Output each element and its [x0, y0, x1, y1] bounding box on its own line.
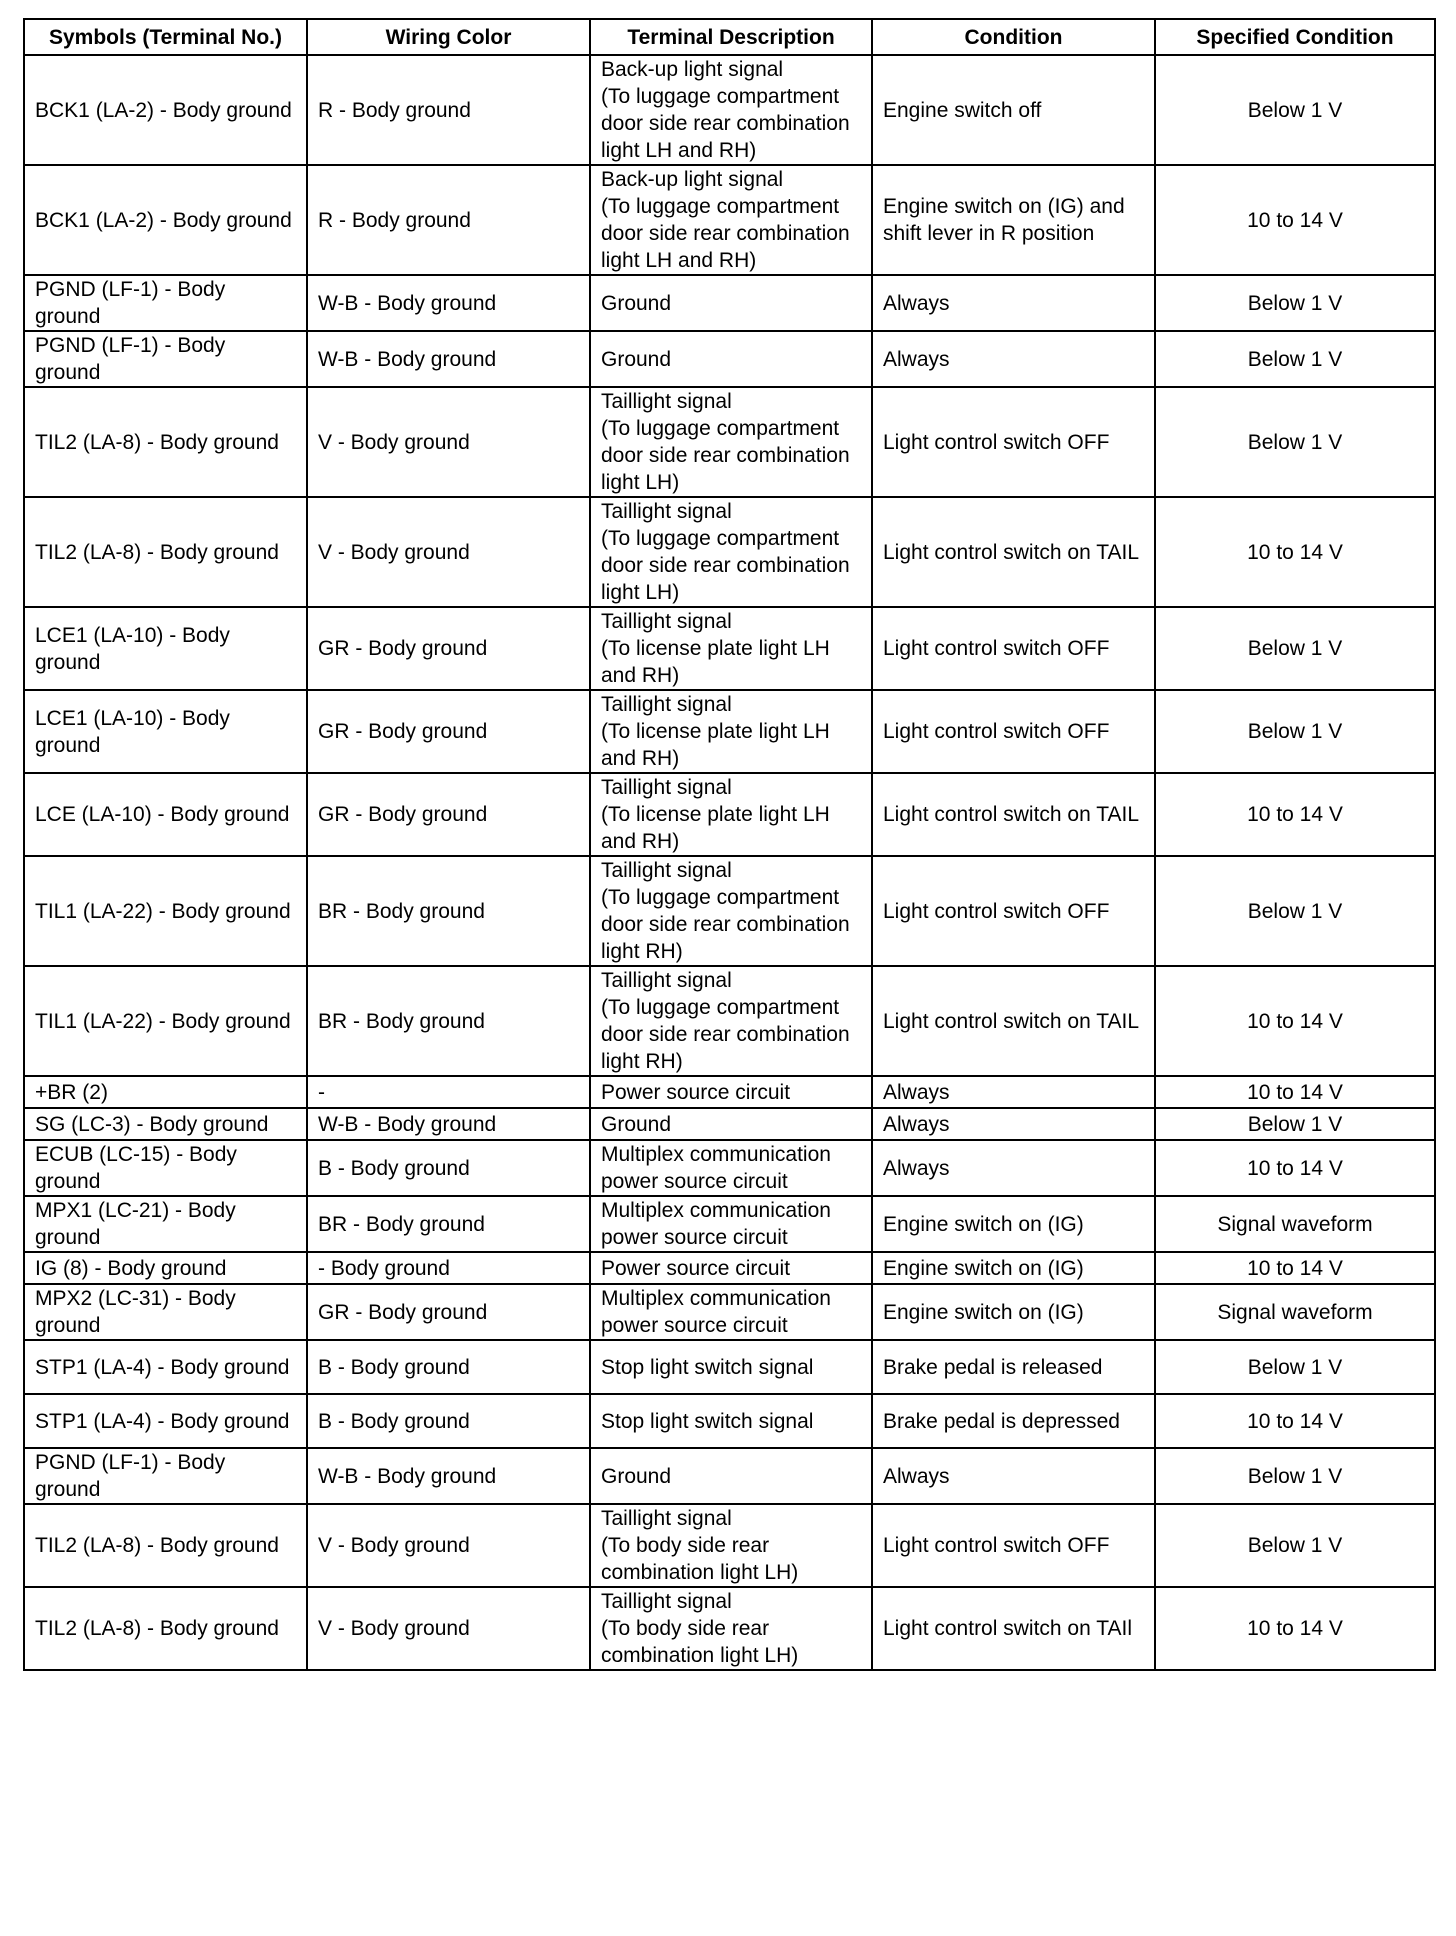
description-title: Power source circuit — [601, 1080, 791, 1104]
cell-condition: Light control switch OFF — [872, 690, 1155, 773]
table-row — [24, 55, 1435, 165]
table-row — [24, 1448, 1435, 1504]
description-detail: (To luggage compartment door side rear combination light RH) — [601, 886, 850, 963]
table-row — [24, 1284, 1435, 1340]
cell-specified-condition: Below 1 V — [1155, 607, 1435, 690]
cell-terminal-description — [590, 1140, 872, 1196]
description-title: Stop light switch signal — [601, 1355, 814, 1379]
description-detail: (To luggage compartment door side rear combination light RH) — [601, 996, 850, 1073]
description-title: Power source circuit — [601, 1256, 791, 1280]
description-title: Multiplex communication power source circuit — [601, 1287, 831, 1337]
cell-condition: Always — [872, 275, 1155, 331]
cell-symbol: BCK1 (LA-2) - Body ground — [24, 55, 307, 165]
table-row — [24, 1587, 1435, 1670]
cell-symbol: LCE (LA-10) - Body ground — [24, 773, 307, 856]
cell-specified-condition: Below 1 V — [1155, 690, 1435, 773]
cell-condition: Always — [872, 1448, 1155, 1504]
description-title: Multiplex communication power source circuit — [601, 1199, 831, 1249]
description-title: Taillight signal — [601, 693, 732, 716]
cell-wiring-color: B - Body ground — [307, 1394, 590, 1448]
description-title: Ground — [601, 1464, 672, 1488]
cell-condition: Engine switch on (IG) and shift lever in R position — [872, 165, 1155, 275]
table-row — [24, 1340, 1435, 1394]
cell-symbol: PGND (LF-1) - Body ground — [24, 275, 307, 331]
cell-specified-condition: Below 1 V — [1155, 55, 1435, 165]
description-title: Ground — [601, 291, 672, 315]
description-title: Taillight signal — [601, 1507, 732, 1530]
table-row — [24, 966, 1435, 1076]
cell-wiring-color: B - Body ground — [307, 1340, 590, 1394]
description-detail: (To luggage compartment door side rear combination light LH and RH) — [601, 195, 850, 272]
description-detail: (To license plate light LH and RH) — [601, 803, 830, 853]
description-title: Ground — [601, 347, 672, 371]
cell-terminal-description — [590, 1340, 872, 1394]
cell-terminal-description — [590, 387, 872, 497]
cell-symbol: TIL2 (LA-8) - Body ground — [24, 387, 307, 497]
cell-condition: Light control switch on TAIL — [872, 773, 1155, 856]
table-row — [24, 1196, 1435, 1252]
cell-terminal-description — [590, 1196, 872, 1252]
cell-terminal-description — [590, 165, 872, 275]
cell-condition: Light control switch OFF — [872, 607, 1155, 690]
cell-condition: Engine switch on (IG) — [872, 1196, 1155, 1252]
cell-specified-condition: 10 to 14 V — [1155, 1140, 1435, 1196]
cell-specified-condition: Signal waveform — [1155, 1284, 1435, 1340]
cell-specified-condition: 10 to 14 V — [1155, 773, 1435, 856]
cell-wiring-color: V - Body ground — [307, 1504, 590, 1587]
cell-wiring-color: R - Body ground — [307, 55, 590, 165]
description-detail: (To luggage compartment door side rear combination light LH and RH) — [601, 85, 850, 162]
description-title: Taillight signal — [601, 776, 732, 799]
cell-terminal-description — [590, 55, 872, 165]
cell-condition: Light control switch OFF — [872, 1504, 1155, 1587]
table-row — [24, 1394, 1435, 1448]
cell-wiring-color: GR - Body ground — [307, 690, 590, 773]
cell-specified-condition: 10 to 14 V — [1155, 1394, 1435, 1448]
cell-terminal-description — [590, 607, 872, 690]
table-row — [24, 690, 1435, 773]
cell-symbol: LCE1 (LA-10) - Body ground — [24, 690, 307, 773]
description-title: Taillight signal — [601, 1590, 732, 1613]
cell-condition: Light control switch on TAIL — [872, 966, 1155, 1076]
cell-specified-condition: 10 to 14 V — [1155, 966, 1435, 1076]
cell-wiring-color: BR - Body ground — [307, 966, 590, 1076]
cell-specified-condition: Signal waveform — [1155, 1196, 1435, 1252]
cell-condition: Always — [872, 1076, 1155, 1108]
cell-condition: Always — [872, 331, 1155, 387]
table-row — [24, 1252, 1435, 1284]
table-row — [24, 1140, 1435, 1196]
cell-symbol: LCE1 (LA-10) - Body ground — [24, 607, 307, 690]
cell-terminal-description — [590, 966, 872, 1076]
cell-terminal-description — [590, 1108, 872, 1140]
cell-symbol: PGND (LF-1) - Body ground — [24, 331, 307, 387]
cell-terminal-description — [590, 275, 872, 331]
cell-specified-condition: Below 1 V — [1155, 1108, 1435, 1140]
cell-symbol: TIL1 (LA-22) - Body ground — [24, 966, 307, 1076]
description-detail: (To license plate light LH and RH) — [601, 637, 830, 687]
cell-specified-condition: Below 1 V — [1155, 856, 1435, 966]
cell-condition: Engine switch off — [872, 55, 1155, 165]
cell-terminal-description — [590, 1504, 872, 1587]
description-title: Stop light switch signal — [601, 1409, 814, 1433]
description-title: Taillight signal — [601, 610, 732, 633]
description-title: Taillight signal — [601, 390, 732, 413]
cell-wiring-color: GR - Body ground — [307, 607, 590, 690]
table-row — [24, 1076, 1435, 1108]
cell-terminal-description — [590, 1252, 872, 1284]
cell-terminal-description — [590, 497, 872, 607]
cell-terminal-description — [590, 1394, 872, 1448]
cell-specified-condition: 10 to 14 V — [1155, 165, 1435, 275]
cell-condition: Light control switch on TAIl — [872, 1587, 1155, 1670]
table-row — [24, 497, 1435, 607]
cell-specified-condition: 10 to 14 V — [1155, 497, 1435, 607]
cell-condition: Brake pedal is depressed — [872, 1394, 1155, 1448]
header-specified-condition: Specified Condition — [1155, 19, 1435, 55]
cell-wiring-color: B - Body ground — [307, 1140, 590, 1196]
description-detail: (To body side rear combination light LH) — [601, 1534, 799, 1584]
cell-symbol: STP1 (LA-4) - Body ground — [24, 1394, 307, 1448]
cell-symbol: MPX2 (LC-31) - Body ground — [24, 1284, 307, 1340]
cell-symbol: MPX1 (LC-21) - Body ground — [24, 1196, 307, 1252]
cell-wiring-color: BR - Body ground — [307, 1196, 590, 1252]
cell-terminal-description — [590, 856, 872, 966]
cell-wiring-color: - Body ground — [307, 1252, 590, 1284]
cell-specified-condition: Below 1 V — [1155, 275, 1435, 331]
cell-specified-condition: Below 1 V — [1155, 387, 1435, 497]
table-row — [24, 275, 1435, 331]
cell-terminal-description — [590, 690, 872, 773]
table-row — [24, 1108, 1435, 1140]
cell-symbol: TIL1 (LA-22) - Body ground — [24, 856, 307, 966]
description-title: Back-up light signal — [601, 168, 784, 191]
cell-symbol: BCK1 (LA-2) - Body ground — [24, 165, 307, 275]
header-condition: Condition — [872, 19, 1155, 55]
cell-wiring-color: W-B - Body ground — [307, 275, 590, 331]
cell-wiring-color: W-B - Body ground — [307, 1448, 590, 1504]
cell-terminal-description — [590, 1587, 872, 1670]
cell-condition: Always — [872, 1140, 1155, 1196]
cell-specified-condition: 10 to 14 V — [1155, 1252, 1435, 1284]
table-row — [24, 165, 1435, 275]
cell-condition: Light control switch OFF — [872, 856, 1155, 966]
cell-symbol: TIL2 (LA-8) - Body ground — [24, 1504, 307, 1587]
table-row — [24, 387, 1435, 497]
cell-specified-condition: Below 1 V — [1155, 331, 1435, 387]
description-detail: (To license plate light LH and RH) — [601, 720, 830, 770]
table-row — [24, 331, 1435, 387]
cell-symbol: ECUB (LC-15) - Body ground — [24, 1140, 307, 1196]
cell-symbol: TIL2 (LA-8) - Body ground — [24, 1587, 307, 1670]
description-detail: (To body side rear combination light LH) — [601, 1617, 799, 1667]
terminal-spec-table — [23, 18, 1436, 1671]
cell-condition: Engine switch on (IG) — [872, 1284, 1155, 1340]
cell-symbol: IG (8) - Body ground — [24, 1252, 307, 1284]
description-detail: (To luggage compartment door side rear combination light LH) — [601, 417, 850, 494]
cell-wiring-color: V - Body ground — [307, 1587, 590, 1670]
table-row — [24, 1504, 1435, 1587]
cell-wiring-color: W-B - Body ground — [307, 1108, 590, 1140]
cell-condition: Always — [872, 1108, 1155, 1140]
cell-wiring-color: W-B - Body ground — [307, 331, 590, 387]
cell-wiring-color: BR - Body ground — [307, 856, 590, 966]
cell-wiring-color: GR - Body ground — [307, 773, 590, 856]
cell-symbol: +BR (2) — [24, 1076, 307, 1108]
table-body — [24, 55, 1435, 1670]
cell-specified-condition: 10 to 14 V — [1155, 1076, 1435, 1108]
cell-symbol: SG (LC-3) - Body ground — [24, 1108, 307, 1140]
description-title: Taillight signal — [601, 969, 732, 992]
cell-terminal-description — [590, 1448, 872, 1504]
header-symbols: Symbols (Terminal No.) — [24, 19, 307, 55]
description-detail: (To luggage compartment door side rear combination light LH) — [601, 527, 850, 604]
cell-specified-condition: Below 1 V — [1155, 1340, 1435, 1394]
cell-wiring-color: GR - Body ground — [307, 1284, 590, 1340]
table-row — [24, 607, 1435, 690]
cell-wiring-color: V - Body ground — [307, 497, 590, 607]
cell-symbol: PGND (LF-1) - Body ground — [24, 1448, 307, 1504]
cell-symbol: TIL2 (LA-8) - Body ground — [24, 497, 307, 607]
cell-terminal-description — [590, 1076, 872, 1108]
cell-condition: Light control switch on TAIL — [872, 497, 1155, 607]
cell-terminal-description — [590, 331, 872, 387]
cell-wiring-color: R - Body ground — [307, 165, 590, 275]
cell-specified-condition: 10 to 14 V — [1155, 1587, 1435, 1670]
cell-terminal-description — [590, 773, 872, 856]
cell-wiring-color: V - Body ground — [307, 387, 590, 497]
description-title: Ground — [601, 1112, 672, 1136]
cell-terminal-description — [590, 1284, 872, 1340]
description-title: Multiplex communication power source circuit — [601, 1143, 831, 1193]
cell-condition: Brake pedal is released — [872, 1340, 1155, 1394]
cell-specified-condition: Below 1 V — [1155, 1448, 1435, 1504]
description-title: Back-up light signal — [601, 58, 784, 81]
cell-specified-condition: Below 1 V — [1155, 1504, 1435, 1587]
table-row — [24, 856, 1435, 966]
cell-symbol: STP1 (LA-4) - Body ground — [24, 1340, 307, 1394]
table-row — [24, 773, 1435, 856]
header-wiring-color: Wiring Color — [307, 19, 590, 55]
header-terminal-description: Terminal Description — [590, 19, 872, 55]
table-header-row — [24, 19, 1435, 55]
cell-wiring-color: - — [307, 1076, 590, 1108]
description-title: Taillight signal — [601, 859, 732, 882]
cell-condition: Engine switch on (IG) — [872, 1252, 1155, 1284]
cell-condition: Light control switch OFF — [872, 387, 1155, 497]
description-title: Taillight signal — [601, 500, 732, 523]
